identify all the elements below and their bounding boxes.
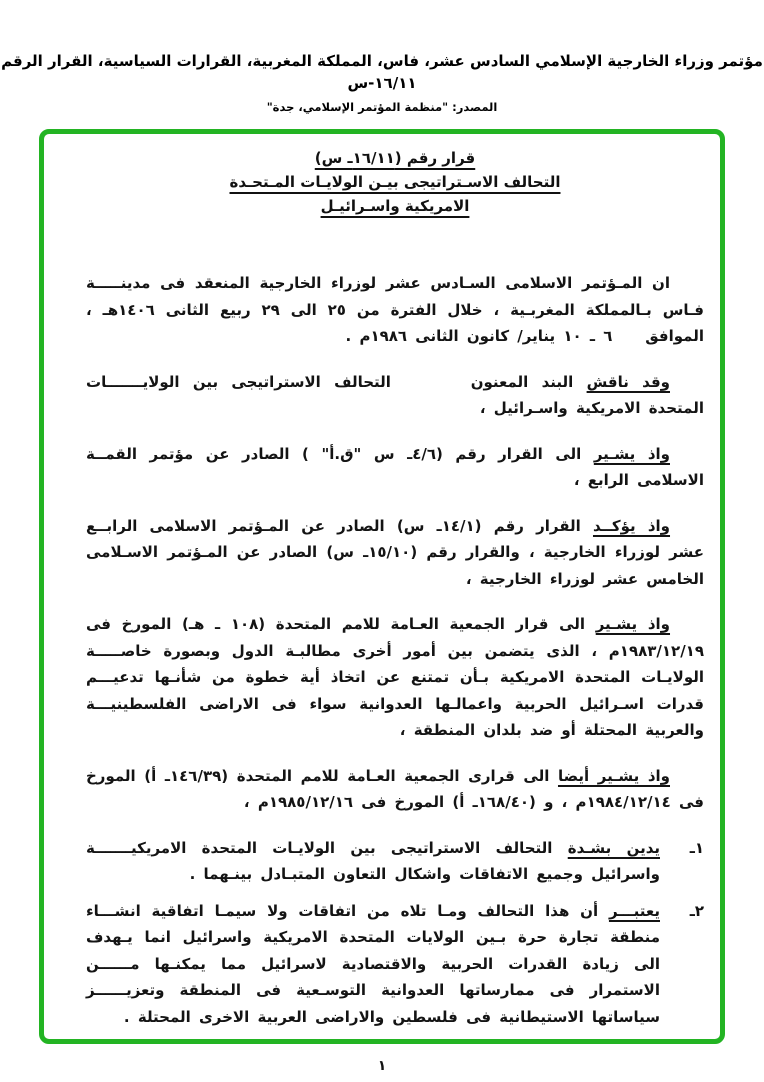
recalling-summit-paragraph bbox=[86, 441, 704, 494]
item-number: ٢ـ bbox=[689, 901, 704, 920]
reaffirming-paragraph bbox=[86, 513, 704, 593]
title-line-1: قرار رقم (١٦/١١ـ س) bbox=[314, 149, 476, 167]
unga-resolution-paragraph bbox=[86, 611, 704, 744]
paragraph-lead: واذ يشـير bbox=[595, 615, 671, 633]
numbered-item-1 bbox=[86, 835, 704, 888]
paragraph-text: الى قرارى الجمعية العـامة للامم المتحدة (١٤٦/٣٩ـ أ) المورخ فى ١٩٨٤/١٢/١٤م ، و (١٦٨/٤٠ـ أ) المورخ فى ١٩٨٥/١٢/١٦م ، bbox=[86, 766, 704, 811]
item-text bbox=[86, 898, 660, 1031]
discussed-paragraph bbox=[86, 369, 704, 422]
paragraph-text: الى قرار الجمعية العـامة للامم المتحدة (١٠٨ ـ هـ) المورخ فى ١٩٨٣/١٢/١٩م ، الذى يتضمن بين أمور أخرى مطالبـة الدول وبصورة خاصـــــة الولايـات المتحدة الامريكية بـأن تمتنع عن اتخاذ أية خطوة من شأنـها تدعيـــم قدرات اسـرائيل الحربية واعمالـها العدوانية سواء فى الاراضى الفلسطينيـــة والعربية المحتلة أو ضد بلدان المنطقة ، bbox=[86, 615, 704, 739]
item-body: التحالف الاستراتيجى بين الولايـات المتحدة الامريكيـــــــة واسرائيل وجميع الاتفاقات واشكال التعاون المتبـادل بينـهما . bbox=[86, 838, 660, 883]
paragraph-text: القرار رقم (١٤/١ـ س) الصادر عن المـؤتمر الاسلامى الرابــع عشر لوزراء الخارجية ، والقرار رقم (١٥/١٠ـ س) الصادر عن المـؤتمر الاسـلامى الخامس عشر لوزراء الخارجية ، bbox=[86, 516, 704, 588]
unga-resolutions-also-paragraph bbox=[86, 763, 704, 816]
paragraph-lead: وقد ناقش bbox=[586, 372, 670, 391]
item-body: أن هذا التحالف ومـا تلاه من اتفاقات ولا سيمـا اتفاقية انشـــاء منطقة تجارة حرة بـين الولايات المتحدة الامريكية واسرائيل انما يـهدف الى زيادة القدرات الحربية والاقتصادية لاسرائيل مما يمكنـها مــــــن الاستمرار فى ممارساتها العدوانية التوسـعية فى المنطقة وتعزيــــــز سياساتها الاستيطانية فى فلسطين والاراضى العربية الاخرى المحتلة . bbox=[86, 901, 660, 1026]
source-line: المصدر: "منظمة المؤتمر الإسلامي، جدة" bbox=[266, 100, 498, 114]
item-lead: يعتبـــر bbox=[608, 901, 660, 920]
title-line-3: الامريكية واسـرائيـل bbox=[320, 197, 470, 215]
paragraph-lead: واذ يشـير أيضا bbox=[557, 766, 670, 785]
paragraph-text: البند المعنون التحالف الاستراتيجى بين الولايـــــــات المتحدة الامريكية واسـرائيل ، bbox=[86, 372, 704, 417]
item-lead: يدين بشـدة bbox=[567, 838, 660, 857]
paragraph-lead: واذ يشـير bbox=[593, 444, 670, 463]
document-title bbox=[86, 146, 704, 218]
paragraph-lead: واذ يؤكــد bbox=[592, 516, 671, 535]
preamble-paragraph bbox=[86, 270, 704, 350]
item-number: ١ـ bbox=[689, 838, 704, 857]
document-border bbox=[39, 129, 725, 1044]
numbered-item-2 bbox=[86, 898, 704, 1031]
title-line-2: التحالف الاسـتراتيجى بيـن الولايـات المـتحـدة bbox=[229, 173, 561, 191]
paragraph-text: الى القرار رقم (٤/٦ـ س "ق.أ" ) الصادر عن مؤتمر القمــة الاسلامى الرابع ، bbox=[86, 444, 704, 489]
page-number: ١ bbox=[377, 1058, 387, 1074]
paragraph-text: ان المـؤتمر الاسلامى السـادس عشر لوزراء الخارجية المنعقد فى مدينـــــة فـاس بـالمملكة المغربـية ، خلال الفترة من ٢٥ الى ٢٩ ربيع الثانى ١٤٠٦هـ ، الموافق ٦ ـ ١٠ يناير/ كانون الثانى ١٩٨٦م . bbox=[86, 274, 704, 345]
item-text bbox=[86, 835, 660, 888]
document-header-line: مؤتمر وزراء الخارجية الإسلامي السادس عشر، فاس، المملكة المغربية، القرارات السياسية، القرار الرقم ١٦/١١-س bbox=[1, 52, 763, 92]
